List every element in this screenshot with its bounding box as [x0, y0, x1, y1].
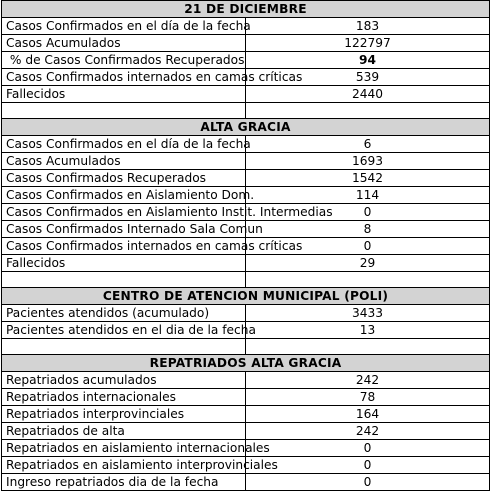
- table-row: [2, 153, 490, 170]
- table-row: [2, 423, 490, 440]
- table-row: [2, 474, 490, 491]
- row-value: 6: [246, 136, 490, 153]
- table-row: [2, 221, 490, 238]
- table-row: [2, 255, 490, 272]
- table-row: [2, 372, 490, 389]
- row-value: 3433: [246, 305, 490, 322]
- row-label: Repatriados internacionales: [2, 389, 246, 406]
- table-row: [2, 457, 490, 474]
- table-row: [2, 305, 490, 322]
- row-label: Casos Confirmados internados en camas críticas: [2, 238, 246, 255]
- row-value: 122797: [246, 35, 490, 52]
- row-label: Pacientes atendidos en el dia de la fecha: [2, 322, 246, 339]
- row-label: Casos Confirmados Internado Sala Comun: [2, 221, 246, 238]
- empty-cell: [246, 339, 490, 355]
- row-value: 0: [246, 204, 490, 221]
- empty-cell: [246, 103, 490, 119]
- row-label: Casos Confirmados internados en camas críticas: [2, 69, 246, 86]
- row-value: 0: [246, 457, 490, 474]
- row-label: % de Casos Confirmados Recuperados: [2, 52, 246, 69]
- row-label: Pacientes atendidos (acumulado): [2, 305, 246, 322]
- empty-cell: [2, 103, 246, 119]
- table-row: [2, 136, 490, 153]
- section-header-alta-gracia: [2, 119, 490, 136]
- row-label: Casos Confirmados Recuperados: [2, 170, 246, 187]
- row-label: Repatriados en aislamiento internacionales: [2, 440, 246, 457]
- row-value: 164: [246, 406, 490, 423]
- row-label: Casos Confirmados en el día de la fecha: [2, 136, 246, 153]
- row-label: Casos Acumulados: [2, 35, 246, 52]
- section-header-poli: [2, 288, 490, 305]
- section-title: ALTA GRACIA: [2, 119, 490, 136]
- table-row: [2, 322, 490, 339]
- table-row: [2, 238, 490, 255]
- spacer-row: [2, 272, 490, 288]
- table-row: [2, 406, 490, 423]
- row-value: 8: [246, 221, 490, 238]
- table-row: [2, 35, 490, 52]
- section-title: REPATRIADOS ALTA GRACIA: [2, 355, 490, 372]
- table-row: [2, 52, 490, 69]
- row-value: 242: [246, 372, 490, 389]
- row-label: Casos Acumulados: [2, 153, 246, 170]
- row-value: 183: [246, 18, 490, 35]
- table-row: [2, 69, 490, 86]
- section-title: 21 DE DICIEMBRE: [2, 1, 490, 18]
- table-row: [2, 86, 490, 103]
- table-row: [2, 440, 490, 457]
- row-value: 539: [246, 69, 490, 86]
- row-label: Repatriados de alta: [2, 423, 246, 440]
- empty-cell: [2, 272, 246, 288]
- row-value: 94: [246, 52, 490, 69]
- row-value: 2440: [246, 86, 490, 103]
- spacer-row: [2, 339, 490, 355]
- row-value: 1693: [246, 153, 490, 170]
- row-label: Repatriados acumulados: [2, 372, 246, 389]
- row-label: Repatriados en aislamiento interprovinciales: [2, 457, 246, 474]
- row-label: Fallecidos: [2, 255, 246, 272]
- row-label: Fallecidos: [2, 86, 246, 103]
- row-value: 242: [246, 423, 490, 440]
- row-value: 0: [246, 440, 490, 457]
- section-title: CENTRO DE ATENCION MUNICIPAL (POLI): [2, 288, 490, 305]
- row-label: Repatriados interprovinciales: [2, 406, 246, 423]
- row-value: 1542: [246, 170, 490, 187]
- table-row: [2, 18, 490, 35]
- row-label: Casos Confirmados en el día de la fecha: [2, 18, 246, 35]
- row-value: 29: [246, 255, 490, 272]
- row-label: Ingreso repatriados dia de la fecha: [2, 474, 246, 491]
- row-label: Casos Confirmados en Aislamiento Instit. Intermedias: [2, 204, 246, 221]
- row-value: 78: [246, 389, 490, 406]
- row-value: 114: [246, 187, 490, 204]
- row-value: 0: [246, 474, 490, 491]
- empty-cell: [246, 272, 490, 288]
- table-row: [2, 170, 490, 187]
- table-row: [2, 389, 490, 406]
- covid-report-table: [1, 0, 490, 491]
- spacer-row: [2, 103, 490, 119]
- row-label: Casos Confirmados en Aislamiento Dom.: [2, 187, 246, 204]
- section-header-daily: [2, 1, 490, 18]
- empty-cell: [2, 339, 246, 355]
- table-row: [2, 187, 490, 204]
- row-value: 13: [246, 322, 490, 339]
- section-header-repatriados: [2, 355, 490, 372]
- row-value: 0: [246, 238, 490, 255]
- table-row: [2, 204, 490, 221]
